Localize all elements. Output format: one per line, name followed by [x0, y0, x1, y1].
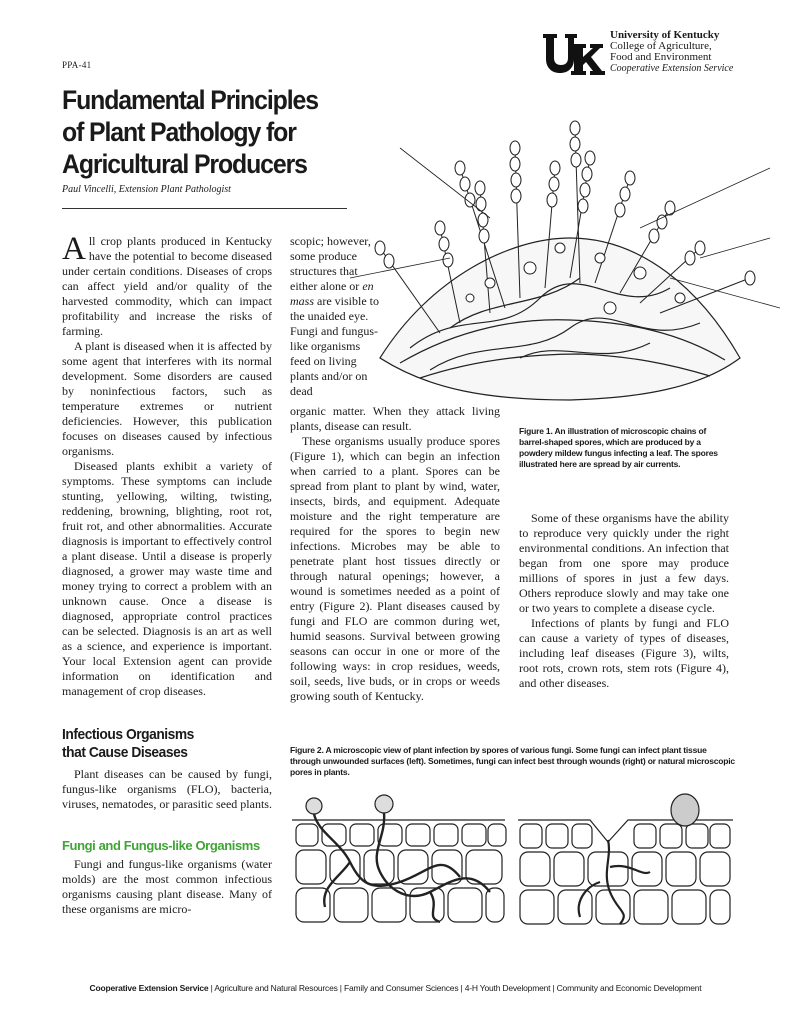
drop-cap: A: [62, 231, 86, 267]
figure-1-caption-text: An illustration of microscopic chains of barrel-shaped spores, which are produced by a powdery mildew fungus infecting a leaf. The spores illustrated here are spread by air currents.: [519, 426, 718, 469]
col3-paragraph-2: Infections of plants by fungi and FLO can cause a variety of types of diseases, including leaf diseases (Figure 3), wilts, root rots, crown rots, stem rots (Figure 4), and other diseases.: [519, 616, 729, 690]
figure-2-caption: [290, 745, 735, 778]
intro-column: [62, 231, 272, 699]
university-block: [610, 30, 733, 74]
footer-brand: Cooperative Extension Service: [89, 983, 209, 993]
figure-1-label: Figure 1.: [519, 426, 553, 436]
col2-paragraph-2: These organisms usually produce spores (Figure 1), which can begin an infection when carried to a plant. Spores can be spread from plant to plant by wind, water, insects, birds, and equipment. Adequate moisture and the right temperature are required for the spores to begin new infections. Microbes may be able to penetrate plant host tissues directly or through natural openings; however, a wound is sometimes needed as a point of entry (Figure 2). Plant diseases caused by fungi and FLO are common during wet, humid seasons. Survival between growing seasons can occur in one or more of the following ways: in crop residues, weeds, soil, seeds, live buds, or in crops or weeds growing south of Kentucky.: [290, 434, 500, 703]
document-id: PPA-41: [62, 60, 92, 70]
heading-infectious-organisms: [62, 726, 255, 762]
heading-infectious-line-1: Infectious Organisms: [62, 726, 194, 743]
intro-paragraph-2: A plant is diseased when it is affected by some agent that interferes with its normal development. Some disorders are caused by noninfectious factors, such as temperature extremes or nutrient deficiencies. However, this publication focuses on diseases caused by infectious organisms.: [62, 339, 272, 458]
col2-text-b: are visible to the unaided eye. Fungi and fungus-like organisms feed on living plants and/or on dead: [290, 294, 379, 398]
figure-2-right-panel: [518, 794, 733, 924]
title-line-1: Fundamental Principles: [62, 85, 318, 115]
column-3: [519, 511, 729, 691]
intro-paragraph-1-text: ll crop plants produced in Kentucky have the potential to become diseased under certain conditions. Diseases of crops can affect yield and/or quality of the harvested commodity, which can impact profitability and increase the risks of farming.: [62, 234, 272, 338]
college-line-2: Food and Environment: [610, 51, 712, 63]
uk-logo-icon: [541, 30, 605, 78]
title-divider: [62, 208, 347, 209]
title-line-3: Agricultural Producers: [62, 149, 307, 179]
infectious-section: [62, 767, 272, 812]
figure-2-caption-text: A microscopic view of plant infection by spores of various fungi. Some fungi can infect plant tissue through unwounded surfaces (left). Sometimes, fungi can infect best through wounds (right) or natural microscopic pores in plants.: [290, 745, 735, 777]
heading-infectious-line-2: that Cause Diseases: [62, 744, 188, 761]
university-name: University of Kentucky: [610, 29, 720, 41]
author-byline: Paul Vincelli, Extension Plant Pathologist: [62, 184, 231, 195]
column-2: [290, 404, 500, 704]
infectious-paragraph-1: Plant diseases can be caused by fungi, fungus-like organisms (FLO), bacteria, viruses, nematodes, or parasitic seed plants.: [62, 767, 272, 811]
heading-fungi: Fungi and Fungus-like Organisms: [62, 838, 260, 853]
figure-1-caption: [519, 426, 731, 470]
figure-2-label: Figure 2.: [290, 745, 324, 755]
fungi-section: [62, 857, 272, 917]
footer-program-list: | Agriculture and Natural Resources | Family and Consumer Sciences | 4-H Youth Development | Community and Economic Development: [210, 983, 702, 993]
col2-text-a: scopic; however, some produce structures that either alone or: [290, 234, 371, 293]
document-title: [62, 84, 329, 180]
figure-1-powdery-mildew-illustration: [340, 108, 780, 418]
college-line-1: College of Agriculture,: [610, 40, 712, 52]
intro-paragraph-1: [62, 231, 272, 339]
footer-program-areas: [0, 983, 791, 993]
intro-paragraph-3: Diseased plants exhibit a variety of symptoms. These symptoms can include stunting, yellowing, wilting, twisting, reddening, browning, blighting, root rot, fruit rot, and other abnormalities. Accurate diagnosis is important to effectively control a plant disease. Until a disease is properly diagnosed, a grower may waste time and money trying to correct a problem with an unknown cause. Once a disease is diagnosed, appropriate control practices can be selected. Diagnosis is an art as well as a science, and experience is important. Your local Extension agent can provide information on identification and management of crop diseases.: [62, 459, 272, 698]
col2-italic-en-mass: en mass: [290, 279, 374, 308]
title-line-2: of Plant Pathology for: [62, 117, 296, 147]
figure-2-left-panel: [292, 795, 506, 922]
fungi-paragraph-1: Fungi and fungus-like organisms (water molds) are the most common infectious organisms causing plant disease. Many of these organisms are micro-: [62, 857, 272, 916]
col2-paragraph-1c: organic matter. When they attack living plants, disease can result.: [290, 404, 500, 433]
extension-service: Cooperative Extension Service: [610, 63, 734, 74]
figure-2-infection-illustration: [290, 792, 735, 928]
col3-paragraph-1: Some of these organisms have the ability to reproduce very quickly under the right environmental conditions. An infection that began from one spore may produce millions of spores in just a few days. Others reproduce slowly and may take one or two years to complete a disease cycle.: [519, 511, 729, 615]
